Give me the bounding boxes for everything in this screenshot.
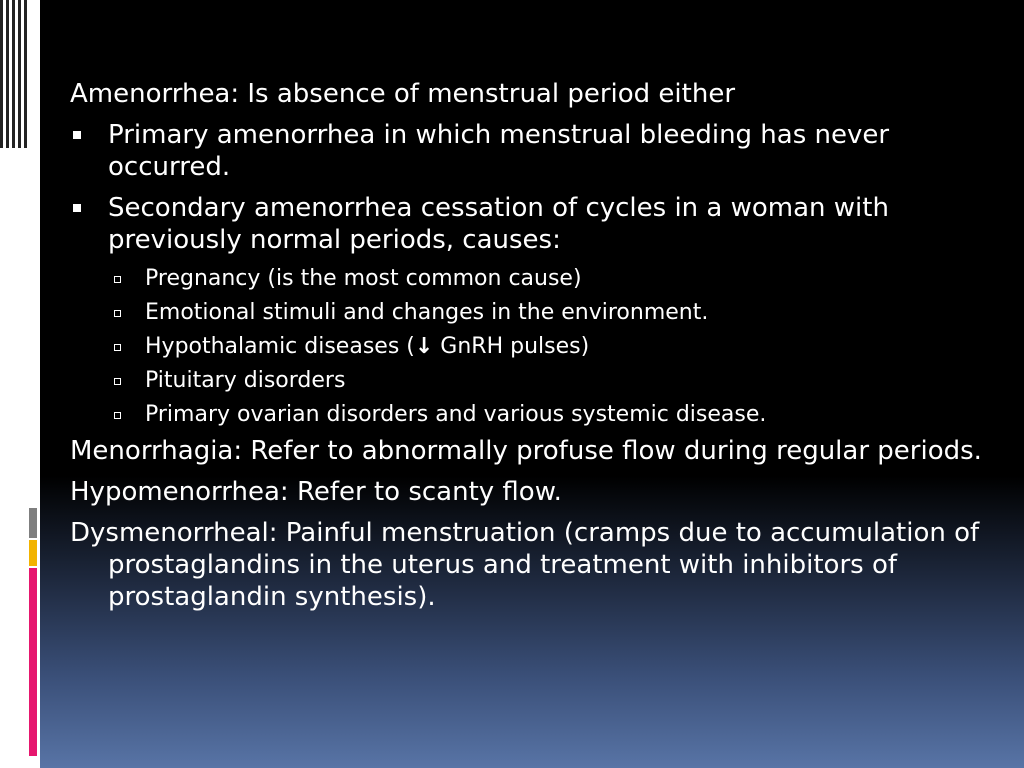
down-arrow-icon: ↓ <box>414 334 434 359</box>
bullet-text: Primary amenorrhea in which menstrual bleeding has never occurred. <box>108 120 890 182</box>
sub-bullet-text: Pituitary disorders <box>145 368 346 393</box>
slide-content <box>70 78 990 622</box>
square-bullet-icon <box>73 204 81 212</box>
sub-bullet-pregnancy <box>70 265 990 293</box>
sub-bullet-text: Primary ovarian disorders and various systemic disease. <box>145 402 767 427</box>
hollow-square-bullet-icon <box>114 310 121 317</box>
amenorrhea-definition: Amenorrhea: Is absence of menstrual period either <box>70 79 736 109</box>
striped-decoration <box>0 0 30 148</box>
sub-bullet-text: Emotional stimuli and changes in the environment. <box>145 300 709 325</box>
sub-bullet-pituitary <box>70 367 990 395</box>
square-bullet-icon <box>73 131 81 139</box>
sub-bullet-hypothalamic <box>70 333 990 361</box>
sub-bullet-ovarian <box>70 401 990 429</box>
hollow-square-bullet-icon <box>114 344 121 351</box>
hypomenorrhea-definition: Hypomenorrhea: Refer to scanty flow. <box>70 477 562 507</box>
color-bar-decoration <box>29 508 37 756</box>
gray-accent-bar <box>29 508 37 538</box>
sub-bullet-text: Pregnancy (is the most common cause) <box>145 266 582 291</box>
bullet-primary-amenorrhea <box>70 119 990 183</box>
sub-bullet-emotional-stimuli <box>70 299 990 327</box>
sub-bullet-text-start: Hypothalamic diseases ( <box>145 334 415 359</box>
pink-accent-bar <box>29 568 37 756</box>
hollow-square-bullet-icon <box>114 276 121 283</box>
hollow-square-bullet-icon <box>114 378 121 385</box>
yellow-accent-bar <box>29 540 37 566</box>
dysmenorrheal-definition: Dysmenorrheal: Painful menstruation (cramps due to accumulation of prostaglandins in the uterus and treatment with inhibitors of prostaglandin synthesis). <box>70 518 980 612</box>
bullet-secondary-amenorrhea <box>70 192 990 256</box>
bullet-text: Secondary amenorrhea cessation of cycles in a woman with previously normal periods, causes: <box>108 193 889 255</box>
sub-bullet-text-end: GnRH pulses) <box>433 334 590 359</box>
menorrhagia-definition: Menorrhagia: Refer to abnormally profuse flow during regular periods. <box>70 436 982 466</box>
hollow-square-bullet-icon <box>114 412 121 419</box>
